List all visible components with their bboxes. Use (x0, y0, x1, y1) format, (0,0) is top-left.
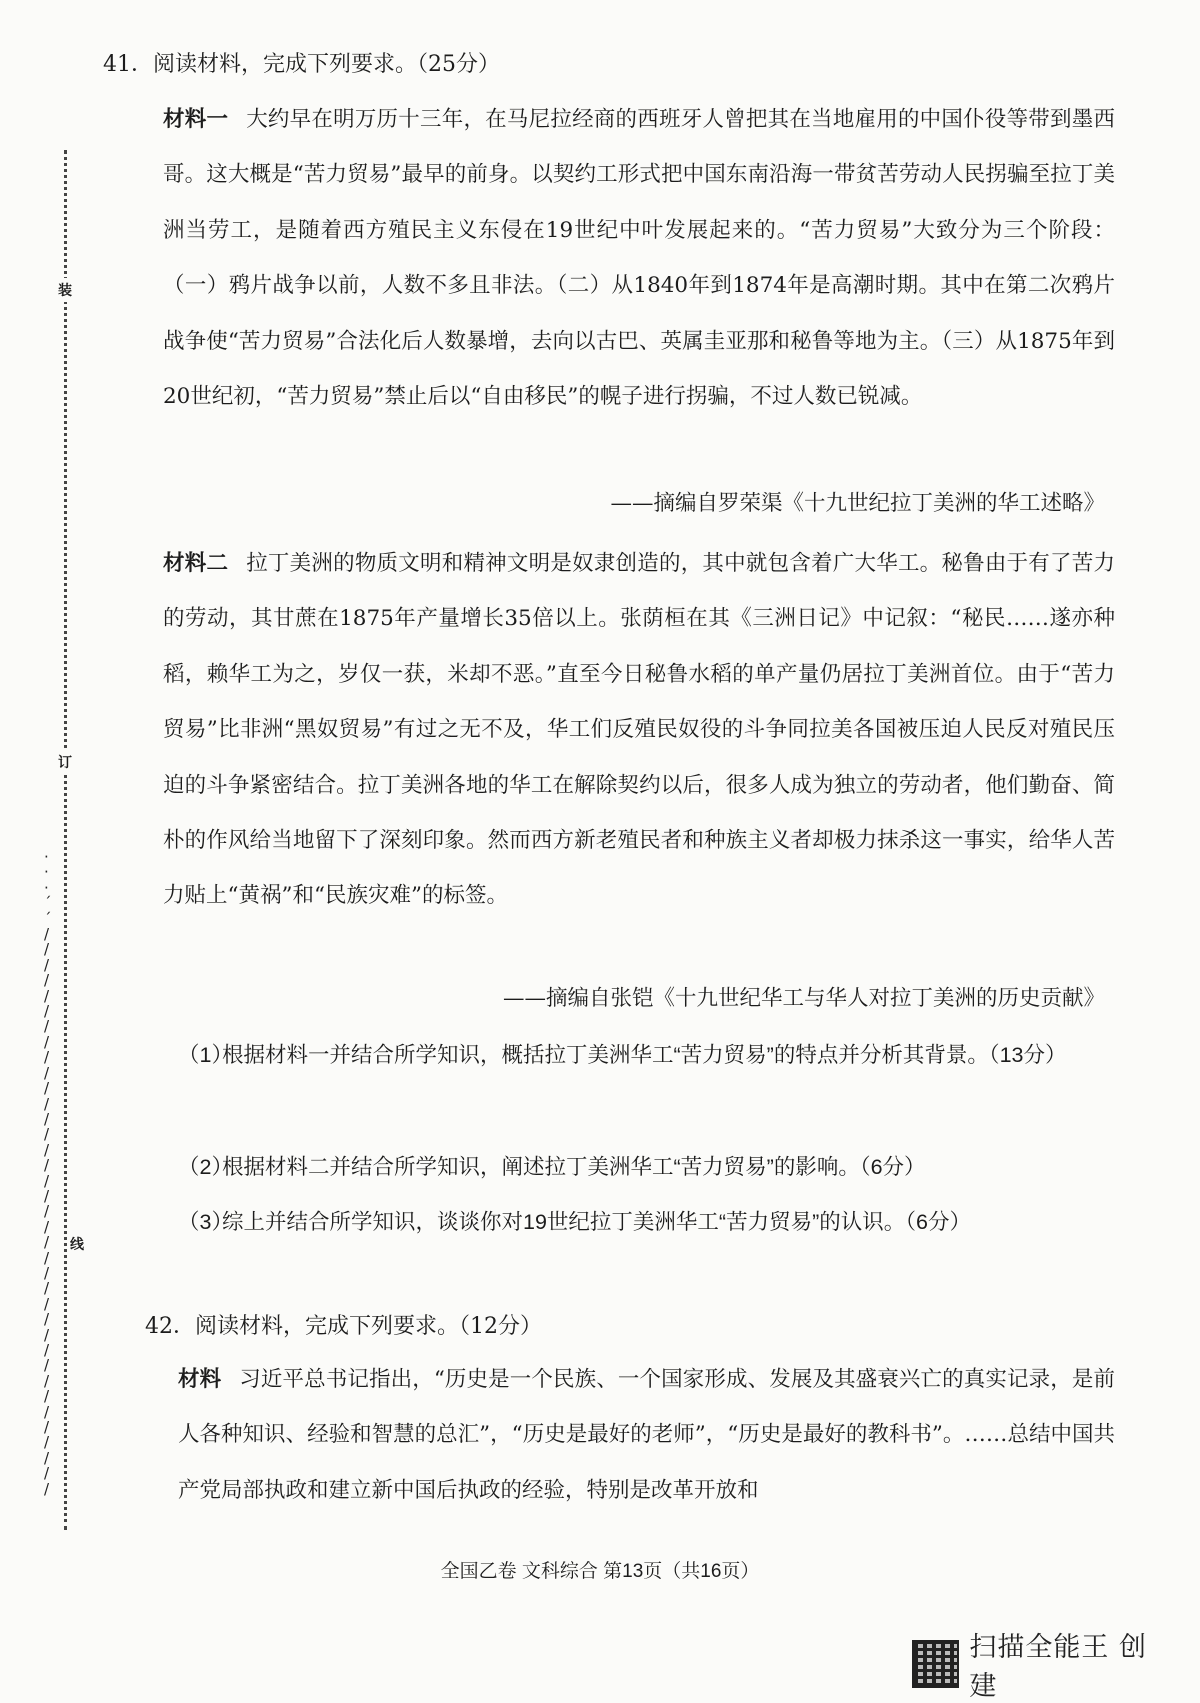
binding-mark-ding: 订 (58, 750, 72, 774)
q41-material-2-source: ——摘编自张铠《十九世纪华工与华人对拉丁美洲的历史贡献》 (502, 986, 1105, 1011)
q41-material-1-source: ——摘编自罗荣渠《十九世纪拉丁美洲的华工述略》 (610, 491, 1105, 516)
binding-mark-xian: 线 (70, 1232, 84, 1256)
q41-task-1 (178, 1028, 1118, 1082)
q41-task-3 (178, 1195, 1118, 1249)
task-text: 综上并结合所学知识，谈谈你对19世纪拉丁美洲华工“苦力贸易”的认识。（6分） (222, 1210, 971, 1234)
q41-material-1-label: 材料一 (163, 107, 229, 132)
task-text: 根据材料一并结合所学知识，概括拉丁美洲华工“苦力贸易”的特点并分析其背景。（13分） (222, 1043, 1067, 1067)
q41-heading: 41．阅读材料，完成下列要求。（25分） (103, 52, 500, 77)
page-footer: 全国乙卷 文科综合 第13页（共16页） (440, 1561, 760, 1582)
watermark-text: 扫描全能王 创建 (969, 1632, 1147, 1702)
task-text: 根据材料二并结合所学知识，阐述拉丁美洲华工“苦力贸易”的影响。（6分） (222, 1155, 926, 1179)
q42-material (178, 1352, 1115, 1518)
q41-material-1-text: 大约早在明万历十三年，在马尼拉经商的西班牙人曾把其在当地雇用的中国仆役等带到墨西哥。这大概是“苦力贸易”最早的前身。以契约工形式把中国东南沿海一带贫苦劳动人民拐骗至拉丁美洲当劳工，是随着西方殖民主义东侵在19世纪中叶发展起来的。“苦力贸易”大致分为三个阶段：（一）鸦片战争以前，人数不多且非法。（二）从1840年到1874年是高潮时期。其中在第二次鸦片战争使“苦力贸易”合法化后人数暴增，去向以古巴、英属圭亚那和秘鲁等地为主。（三）从1875年到20世纪初，“苦力贸易”禁止后以“自由移民”的幌子进行拐骗，不过人数已锐减。 (163, 107, 1115, 410)
q41-task-2 (178, 1140, 1118, 1194)
task-number: （1） (178, 1043, 233, 1067)
q41-material-1 (163, 92, 1115, 424)
binding-mark-zhuang: 装 (58, 278, 72, 302)
q42-material-label: 材料 (178, 1367, 222, 1392)
task-number: （3） (178, 1210, 233, 1234)
binding-slash-marks: · · · ´ ´ / / / / / / / / / / / / / / / / / / / / / / / / / / / / / / / / / / / / / (44, 848, 52, 1498)
q42-heading: 42．阅读材料，完成下列要求。（12分） (145, 1314, 542, 1339)
task-number: （2） (178, 1155, 233, 1179)
q41-material-2-text: 拉丁美洲的物质文明和精神文明是奴隶创造的，其中就包含着广大华工。秘鲁由于有了苦力的劳动，其甘蔗在1875年产量增长35倍以上。张荫桓在其《三洲日记》中记叙：“秘民……遂亦种稻，赖华工为之，岁仅一获，米却不恶。”直至今日秘鲁水稻的单产量仍居拉丁美洲首位。由于“苦力贸易”比非洲“黑奴贸易”有过之无不及，华工们反殖民奴役的斗争同拉美各国被压迫人民反对殖民压迫的斗争紧密结合。拉丁美洲各地的华工在解除契约以后，很多人成为独立的劳动者，他们勤奋、简朴的作风给当地留下了深刻印象。然而西方新老殖民者和种族主义者却极力抹杀这一事实，给华人苦力贴上“黄祸”和“民族灾难”的标签。 (163, 551, 1115, 909)
q42-material-text: 习近平总书记指出，“历史是一个民族、一个国家形成、发展及其盛衰兴亡的真实记录，是前人各种知识、经验和智慧的总汇”，“历史是最好的老师”，“历史是最好的教科书”。……总结中国共产党局部执政和建立新中国后执政的经验，特别是改革开放和 (178, 1367, 1115, 1503)
qr-code-icon (912, 1640, 959, 1688)
binding-dotted-line (64, 150, 67, 1530)
q41-material-2 (163, 536, 1115, 924)
scanner-watermark (912, 1632, 1172, 1702)
q41-material-2-label: 材料二 (163, 551, 229, 576)
